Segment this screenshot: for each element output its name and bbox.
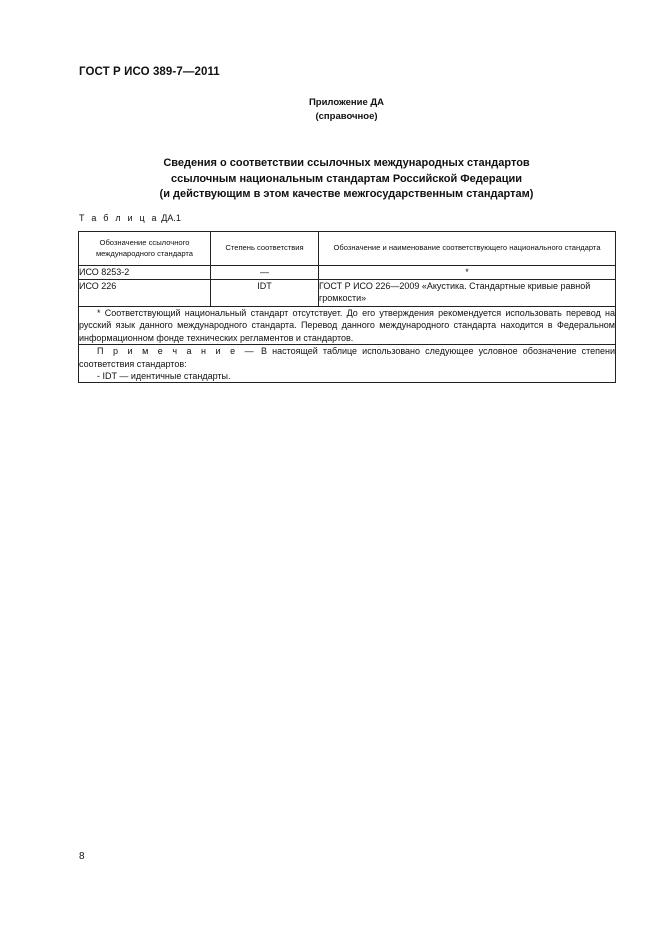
appendix-subtitle: (справочное) bbox=[315, 111, 378, 122]
cell-degree: — bbox=[211, 266, 319, 280]
main-title-line-3: (и действующим в этом качестве межгосударственным стандартам) bbox=[159, 188, 534, 200]
table-label bbox=[79, 213, 181, 223]
appendix-title: Приложение ДА bbox=[308, 97, 385, 108]
main-title-line-2: ссылочным национальным стандартам Российской Федерации bbox=[170, 172, 523, 185]
table-row bbox=[79, 280, 616, 307]
note-paragraph bbox=[79, 345, 615, 370]
cell-reference: ИСО 226 bbox=[79, 280, 211, 307]
header-col-national: Обозначение и наименование соответствующего национального стандарта bbox=[319, 232, 616, 266]
note-row bbox=[79, 345, 616, 383]
cell-national: ГОСТ Р ИСО 226—2009 «Акустика. Стандартные кривые равной громкости» bbox=[319, 280, 616, 307]
footnote-cell bbox=[79, 307, 616, 345]
note-item: - IDT — идентичные стандарты. bbox=[97, 371, 231, 382]
table-row bbox=[79, 266, 616, 280]
main-title bbox=[0, 156, 661, 203]
table-header-row bbox=[79, 232, 616, 266]
table-label-prefix: Т а б л и ц а bbox=[79, 213, 159, 223]
standard-code: ГОСТ Р ИСО 389-7—2011 bbox=[79, 66, 220, 78]
footnote-text: * Соответствующий национальный стандарт отсутствует. До его утверждения рекомендуется использовать перевод на русский язык данного международного стандарта. Перевод данного международного стандарта находится в Федеральном информационном фонде технических регламентов и стандартов. bbox=[79, 308, 615, 343]
header-col-degree: Степень соответствия bbox=[211, 232, 319, 266]
note-label: П р и м е ч а н и е — bbox=[97, 346, 256, 357]
note-cell bbox=[79, 345, 616, 383]
page-number: 8 bbox=[79, 851, 85, 862]
cell-degree: IDT bbox=[211, 280, 319, 307]
reference-table bbox=[78, 231, 616, 383]
cell-national: * bbox=[319, 266, 616, 280]
main-title-line-1: Сведения о соответствии ссылочных международных стандартов bbox=[163, 157, 530, 169]
header-col-reference: Обозначение ссылочного международного стандарта bbox=[79, 232, 211, 266]
appendix-heading bbox=[0, 96, 661, 124]
cell-reference: ИСО 8253-2 bbox=[79, 266, 211, 280]
table-label-number: ДА.1 bbox=[161, 213, 181, 223]
note-text: В настоящей таблице использовано следующее условное обозначение степени соответствия стандартов: bbox=[79, 346, 615, 369]
footnote-row bbox=[79, 307, 616, 345]
